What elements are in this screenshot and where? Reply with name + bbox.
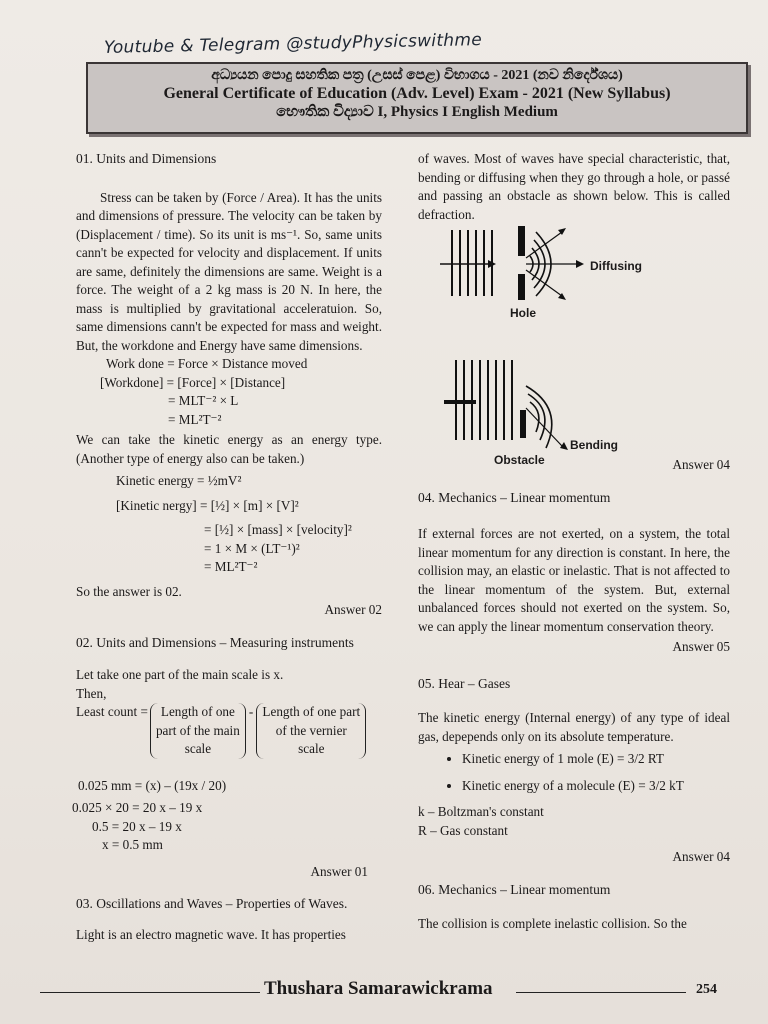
calc-line-4: x = 0.5 mm xyxy=(102,837,163,852)
q1-title: 01. Units and Dimensions xyxy=(76,151,217,166)
handwritten-note: Youtube & Telegram @studyPhysicswithme xyxy=(103,30,483,58)
ke-eq-4: = 1 × M × (LT⁻¹)² xyxy=(204,540,300,556)
q1-paragraph: Stress can be taken by (Force / Area). It has the units and dimensions of pressure. The velocity can be taken by (Displacement / time). So its unit is ms⁻¹. So, same units cann't be expected for velocity and displacement. If units are same, definitely the dimensions are same. Weight is a force. The weight of a 2 kg mass is 20 N. In here, the mass is multiplied by gravitational acceleratuion. So, same dimensions cann't be expected for mass and weight. But, the workdone and Energy have same dimensions. xyxy=(76,189,382,353)
molecule-energy-item: • Kinetic energy of a molecule (E) = 3/2 kT xyxy=(462,777,730,796)
q3-title: 03. Oscillations and Waves – Properties of Waves. xyxy=(76,896,348,911)
q2-paragraph: Let take one part of the main scale is x. xyxy=(76,667,284,682)
q6-paragraph: The collision is complete inelastic collision. So the xyxy=(418,916,687,931)
left-column xyxy=(72,150,382,944)
gas-energy-list xyxy=(418,750,730,795)
workdone-derivation xyxy=(76,355,382,429)
obstacle-label: Obstacle xyxy=(494,453,545,467)
q4-answer: Answer 05 xyxy=(672,639,730,654)
q5-title: 05. Hear – Gases xyxy=(418,675,511,691)
footer-rule-right xyxy=(516,992,686,993)
q4-title: 04. Mechanics – Linear momentum xyxy=(418,489,611,505)
boltzmann-definition: k – Boltzman's constant xyxy=(418,804,544,819)
workdone-eq-1: Work done = Force × Distance moved xyxy=(106,356,308,371)
q3-answer: Answer 04 xyxy=(672,457,730,472)
page-number: 254 xyxy=(696,982,717,997)
ke-paragraph: We can take the kinetic energy as an energy type. (Another type of energy also can be taken.) xyxy=(76,432,382,466)
ke-eq-2: [Kinetic nergy] = [½] × [m] × [V]² xyxy=(116,497,299,513)
calc-line-3: 0.5 = 20 x – 19 x xyxy=(92,818,182,834)
least-count-formula xyxy=(76,703,382,759)
header-english-title: General Certificate of Education (Adv. Level) Exam - 2021 (New Syllabus) xyxy=(163,85,671,102)
bending-label: Bending xyxy=(570,438,618,452)
q6-title: 06. Mechanics – Linear momentum xyxy=(418,881,611,897)
q1-answer: Answer 02 xyxy=(324,602,382,617)
least-count-vernier-scale: Length of one part of the vernier scale xyxy=(256,703,366,759)
workdone-eq-4: = ML²T⁻² xyxy=(168,411,222,427)
q5-answer: Answer 04 xyxy=(672,849,730,864)
calc-line-2: 0.025 × 20 = 20 x – 19 x xyxy=(72,800,203,815)
q2-then: Then, xyxy=(76,685,107,701)
ke-eq-1: Kinetic energy = ½mV² xyxy=(116,473,242,488)
q2-answer: Answer 01 xyxy=(310,863,368,879)
least-count-label: Least count = xyxy=(76,704,148,719)
q5-paragraph: The kinetic energy (Internal energy) of any type of ideal gas, depepends only on its absolute temperature. xyxy=(418,710,730,744)
header-sinhala-title: අධ්‍යයන පොදු සහතික පත්‍ර (උසස් පෙළ) විභාගය - 2021 (නව නිර්දේශය) xyxy=(211,68,623,83)
q2-title: 02. Units and Dimensions – Measuring instruments xyxy=(76,634,354,650)
calc-line-1: 0.025 mm = (x) – (19x / 20) xyxy=(78,777,227,793)
q4-paragraph: If external forces are not exerted, on a system, the total linear momentum for any direction is constant. In here, the collision may, an elastic or inelastic. That is not affected to the linear momentum of the system. But, external unbalanced forces should not exerted on the system. So, we can apply the linear momentum conservation theory. xyxy=(418,526,730,634)
header-subject: භෞතික විද්‍යාව I, Physics I English Medium xyxy=(276,104,558,120)
diffusing-label: Diffusing xyxy=(590,259,642,273)
right-column xyxy=(418,150,730,224)
workdone-eq-3: = MLT⁻² × L xyxy=(168,393,239,408)
ke-eq-3: = [½] × [mass] × [velocity]² xyxy=(204,522,352,537)
q1-conclusion: So the answer is 02. xyxy=(76,583,182,599)
author-name: Thushara Samarawickrama xyxy=(264,978,493,999)
least-count-calculation xyxy=(72,777,382,855)
workdone-eq-2: [Workdone] = [Force] × [Distance] xyxy=(100,374,286,390)
right-column-lower xyxy=(418,456,730,934)
ke-derivation xyxy=(76,472,382,577)
footer-rule-left xyxy=(40,992,260,993)
exam-header xyxy=(86,62,748,134)
least-count-minus: - xyxy=(248,704,254,719)
q3-continuation: of waves. Most of waves have special characteristic, that, bending or diffusing when they go through a hole, or passé and passing an obstacle as shown below. This is called defraction. xyxy=(418,151,730,222)
hole-label: Hole xyxy=(510,306,537,320)
least-count-main-scale: Length of one part of the main scale xyxy=(150,703,246,759)
q3-paragraph: Light is an electro magnetic wave. It has properties xyxy=(76,926,346,942)
mole-energy-item: • Kinetic energy of 1 mole (E) = 3/2 RT xyxy=(462,750,730,769)
ke-eq-5: = ML²T⁻² xyxy=(204,559,258,574)
gas-constant-definition: R – Gas constant xyxy=(418,822,508,838)
